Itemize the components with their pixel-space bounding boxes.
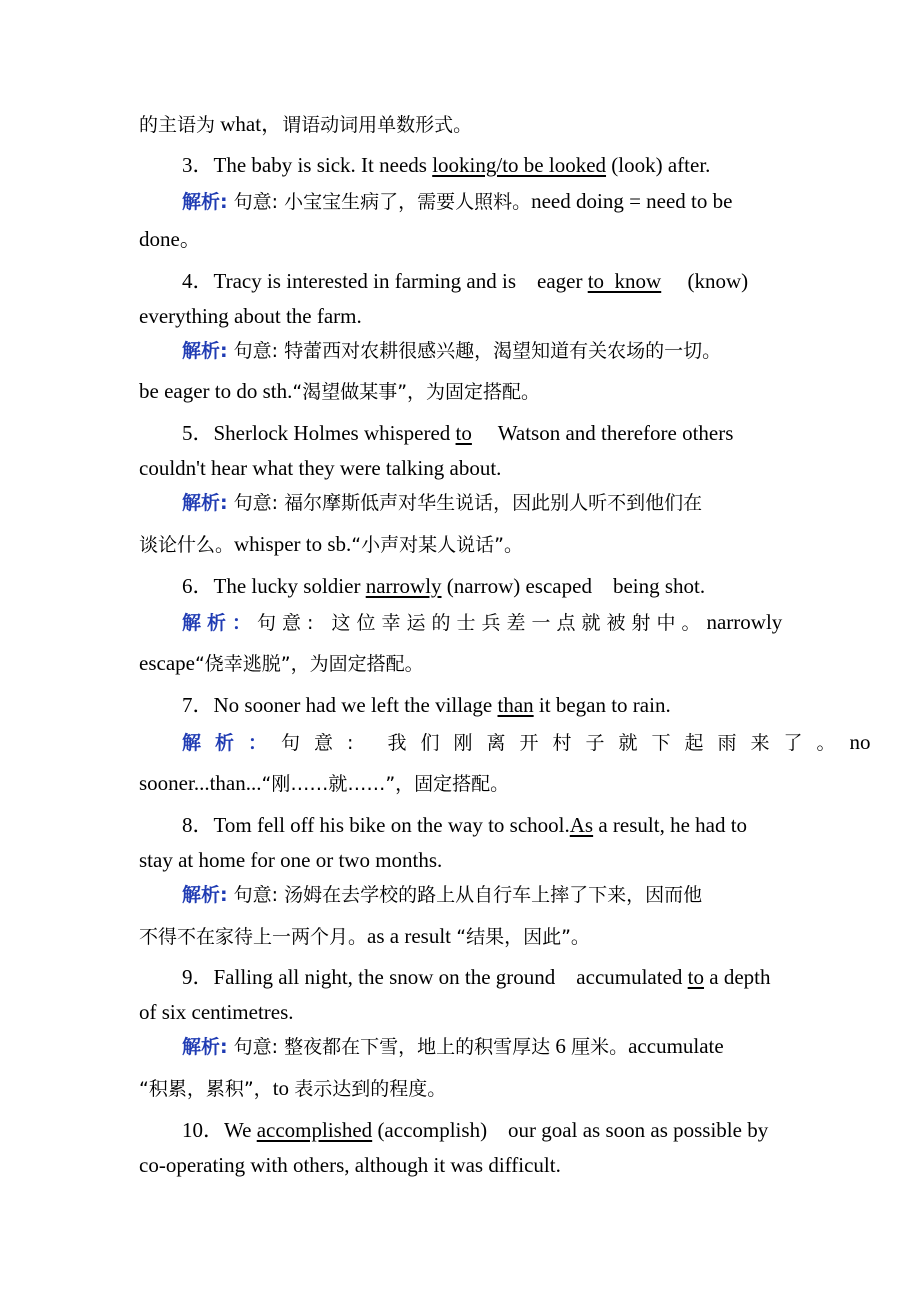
- question-9-cont: [139, 998, 789, 1026]
- explanation-text: no: [849, 730, 871, 754]
- question-8-cont: [139, 846, 789, 874]
- explanation-3: [182, 187, 789, 216]
- explanation-5-cont: [139, 530, 789, 559]
- question-number: 5．: [182, 421, 214, 445]
- explanation-text: 句意: 这位幸运的士兵差一点就被射中。: [257, 612, 707, 634]
- explanation-9-cont: [139, 1074, 789, 1103]
- explanation-8: [182, 880, 789, 909]
- explanation-text: escape: [139, 651, 195, 675]
- explanation-text: “刚……就……”，固定搭配。: [261, 773, 510, 795]
- question-text: (accomplish) our goal as soon as possible by: [372, 1118, 769, 1142]
- question-text: (know): [661, 269, 749, 293]
- question-number: 4．: [182, 269, 214, 293]
- explanation-text: 句意: 特蕾西对农耕很感兴趣，渴望知道有关农场的一切。: [227, 340, 722, 362]
- explanation-text: 句意: 小宝宝生病了，需要人照料。: [227, 191, 532, 213]
- answer-blank: narrowly: [365, 574, 442, 598]
- explanation-5: [182, 488, 789, 517]
- explanation-text: sooner...than...: [139, 771, 262, 795]
- question-text: The baby is sick. It needs: [213, 153, 433, 177]
- answer-blank: than: [497, 693, 534, 717]
- explanation-3-cont: [139, 225, 789, 253]
- explanation-6-cont: [139, 649, 789, 678]
- explanation-7-cont: [139, 769, 789, 798]
- answer-blank: looking/to be looked: [432, 153, 607, 177]
- explanation-text: need doing = need to be: [531, 189, 733, 213]
- explanation-text: whisper to sb.: [234, 532, 352, 556]
- answer-blank: to: [687, 965, 705, 989]
- question-text: stay at home for one or two months.: [139, 848, 443, 872]
- question-text: everything about the farm.: [139, 304, 362, 328]
- question-text: (look) after.: [606, 153, 711, 177]
- explanation-9: [182, 1032, 789, 1061]
- text-en: what，: [215, 112, 283, 136]
- explanation-4-cont: [139, 377, 789, 406]
- question-3: [182, 151, 789, 179]
- explanation-text: “小声对某人说话”。: [351, 534, 523, 556]
- explanation-text: “结果，因此”。: [456, 926, 590, 948]
- question-5: [182, 419, 789, 447]
- explanation-text: 表示达到的程度。: [294, 1078, 447, 1100]
- explanation-text: 句意: 福尔摩斯低声对华生说话，因此别人听不到他们在: [227, 492, 703, 514]
- text-cn: 谓语动词用单数形式。: [282, 114, 473, 136]
- question-4-cont: [139, 302, 789, 330]
- question-text: couldn't hear what they were talking about.: [139, 456, 502, 480]
- question-number: 8．: [182, 813, 214, 837]
- explanation-6: [182, 608, 789, 637]
- explanation-label: 解析:: [182, 884, 228, 906]
- question-text: Falling all night, the snow on the ground accumulated: [213, 965, 688, 989]
- question-text: it began to rain.: [533, 693, 671, 717]
- explanation-text: 句意: 我们刚离开村子就下起雨来了。: [281, 732, 850, 754]
- question-text: a result, he had to: [593, 813, 748, 837]
- question-text: Tracy is interested in farming and is eager: [213, 269, 588, 293]
- question-text: Sherlock Holmes whispered: [213, 421, 456, 445]
- explanation-text: done。: [139, 227, 201, 251]
- answer-blank: to know: [587, 269, 662, 293]
- prev-explanation-tail: [139, 110, 789, 139]
- explanation-4: [182, 336, 789, 365]
- answer-blank: accomplished: [256, 1118, 373, 1142]
- question-4: [182, 267, 789, 295]
- explanation-text: “积累，累积”，: [139, 1078, 273, 1100]
- text-cn: 的主语为: [139, 114, 216, 136]
- explanation-text: 不得不在家待上一两个月。: [139, 926, 368, 948]
- question-10-cont: [139, 1151, 789, 1179]
- question-text: Tom fell off his bike on the way to school.: [213, 813, 570, 837]
- explanation-label: 解析:: [182, 1036, 228, 1058]
- explanation-text: accumulate: [628, 1034, 724, 1058]
- question-10: [182, 1116, 789, 1144]
- question-8: [182, 811, 789, 839]
- explanation-8-cont: [139, 922, 789, 951]
- explanation-label: 解析：: [182, 732, 282, 754]
- explanation-text: to: [272, 1076, 295, 1100]
- explanation-label: 解析：: [182, 612, 258, 634]
- explanation-label: 解析:: [182, 191, 228, 213]
- explanation-text: 谈论什么。: [139, 534, 235, 556]
- question-5-cont: [139, 454, 789, 482]
- question-number: 7．: [182, 693, 214, 717]
- explanation-7: [182, 728, 871, 757]
- explanation-text: 厘米。: [571, 1036, 629, 1058]
- question-text: No sooner had we left the village: [213, 693, 498, 717]
- question-text: We: [224, 1118, 257, 1142]
- answer-blank: As: [569, 813, 594, 837]
- explanation-text: be eager to do sth.: [139, 379, 293, 403]
- question-7: [182, 691, 789, 719]
- question-text: The lucky soldier: [213, 574, 366, 598]
- question-text: (narrow) escaped being shot.: [441, 574, 706, 598]
- question-6: [182, 572, 789, 600]
- question-text: of six centimetres.: [139, 1000, 294, 1024]
- question-number: 9．: [182, 965, 214, 989]
- explanation-text: 句意: 整夜都在下雪，地上的积雪厚达: [227, 1036, 551, 1058]
- answer-blank: to: [455, 421, 472, 445]
- explanation-text: narrowly: [706, 610, 783, 634]
- question-number: 3．: [182, 153, 214, 177]
- explanation-text: 句意: 汤姆在去学校的路上从自行车上摔了下来，因而他: [227, 884, 703, 906]
- explanation-text: as a result: [367, 924, 457, 948]
- question-9: [182, 963, 789, 991]
- explanation-label: 解析:: [182, 340, 228, 362]
- explanation-text: “侥幸逃脱”，为固定搭配。: [194, 653, 424, 675]
- question-text: Watson and therefore others: [471, 421, 734, 445]
- question-number: 6．: [182, 574, 214, 598]
- explanation-text: “渴望做某事”，为固定搭配。: [292, 381, 541, 403]
- explanation-label: 解析:: [182, 492, 228, 514]
- question-text: a depth: [704, 965, 771, 989]
- question-text: co-operating with others, although it was difficult.: [139, 1153, 561, 1177]
- explanation-text: 6: [550, 1034, 572, 1058]
- question-number: 10．: [182, 1118, 224, 1142]
